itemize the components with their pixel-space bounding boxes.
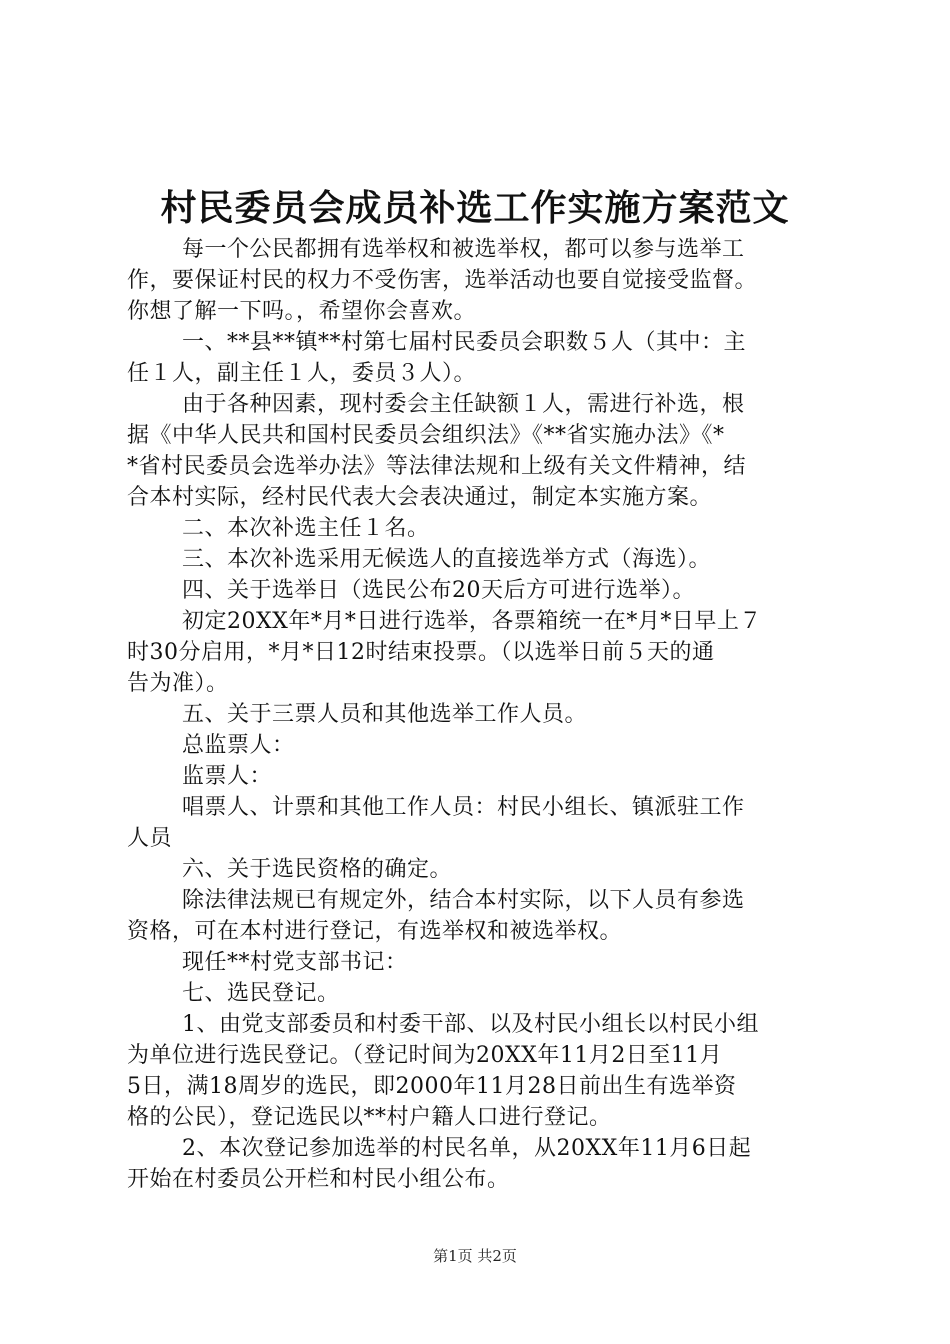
body-line: 除法律法规已有规定外，结合本村实际，以下人员有参选: [182, 888, 745, 913]
body-line: 五、关于三票人员和其他选举工作人员。: [182, 702, 588, 727]
body-line: 四、关于选举日（选民公布20天后方可进行选举）。: [182, 578, 695, 603]
body-line: 由于各种因素，现村委会主任缺额１人，需进行补选，根: [182, 392, 745, 417]
body-line: 开始在村委员公开栏和村民小组公布。: [127, 1167, 510, 1192]
body-line: 六、关于选民资格的确定。: [182, 857, 453, 882]
body-line: 每一个公民都拥有选举权和被选举权，都可以参与选举工: [182, 237, 745, 262]
body-line: 现任**村党支部书记：: [182, 950, 408, 975]
body-line: 格的公民），登记选民以**村户籍人口进行登记。: [127, 1105, 612, 1130]
document-title: 村民委员会成员补选工作实施方案范文: [160, 187, 790, 229]
body-line: *省村民委员会选举办法》等法律法规和上级有关文件精神，结: [127, 454, 747, 479]
body-line: 任１人，副主任１人，委员３人）。: [127, 361, 477, 386]
body-line: 1、由党支部委员和村委干部、以及村民小组长以村民小组: [182, 1012, 759, 1037]
body-line: 监票人：: [182, 764, 273, 789]
body-line: 二、本次补选主任１名。: [182, 516, 430, 541]
body-line: 七、选民登记。: [182, 981, 340, 1006]
body-line: 告为准）。: [127, 671, 229, 696]
body-line: 时30分启用，*月*日12时结束投票。（以选举日前５天的通: [127, 640, 715, 665]
body-line: 总监票人：: [182, 733, 295, 758]
body-line: 三、本次补选采用无候选人的直接选举方式（海选）。: [182, 547, 712, 572]
body-line: 你想了解一下吗。，希望你会喜欢。: [127, 299, 477, 324]
body-line: 合本村实际，经村民代表大会表决通过，制定本实施方案。: [127, 485, 713, 510]
page-footer: 第1页 共2页: [433, 1247, 517, 1265]
body-line: 一、**县**镇**村第七届村民委员会职数５人（其中：主: [182, 330, 747, 355]
body-line: 作，要保证村民的权力不受伤害，选举活动也要自觉接受监督。: [127, 268, 758, 293]
document-body: [127, 234, 833, 1195]
body-line: 唱票人、计票和其他工作人员：村民小组长、镇派驻工作: [182, 795, 745, 820]
body-line: 人员: [127, 826, 173, 851]
body-line: 据《中华人民共和国村民委员会组织法》《**省实施办法》《*: [127, 423, 725, 448]
body-line: 初定20XX年*月*日进行选举，各票箱统一在*月*日早上７: [182, 609, 762, 634]
body-line: 5日，满18周岁的选民，即2000年11月28日前出生有选举资: [127, 1074, 737, 1099]
body-line: 为单位进行选民登记。（登记时间为20XX年11月2日至11月: [127, 1043, 723, 1068]
body-line: 2、本次登记参加选举的村民名单，从20XX年11月6日起: [182, 1136, 752, 1161]
body-line: 资格，可在本村进行登记，有选举权和被选举权。: [127, 919, 623, 944]
